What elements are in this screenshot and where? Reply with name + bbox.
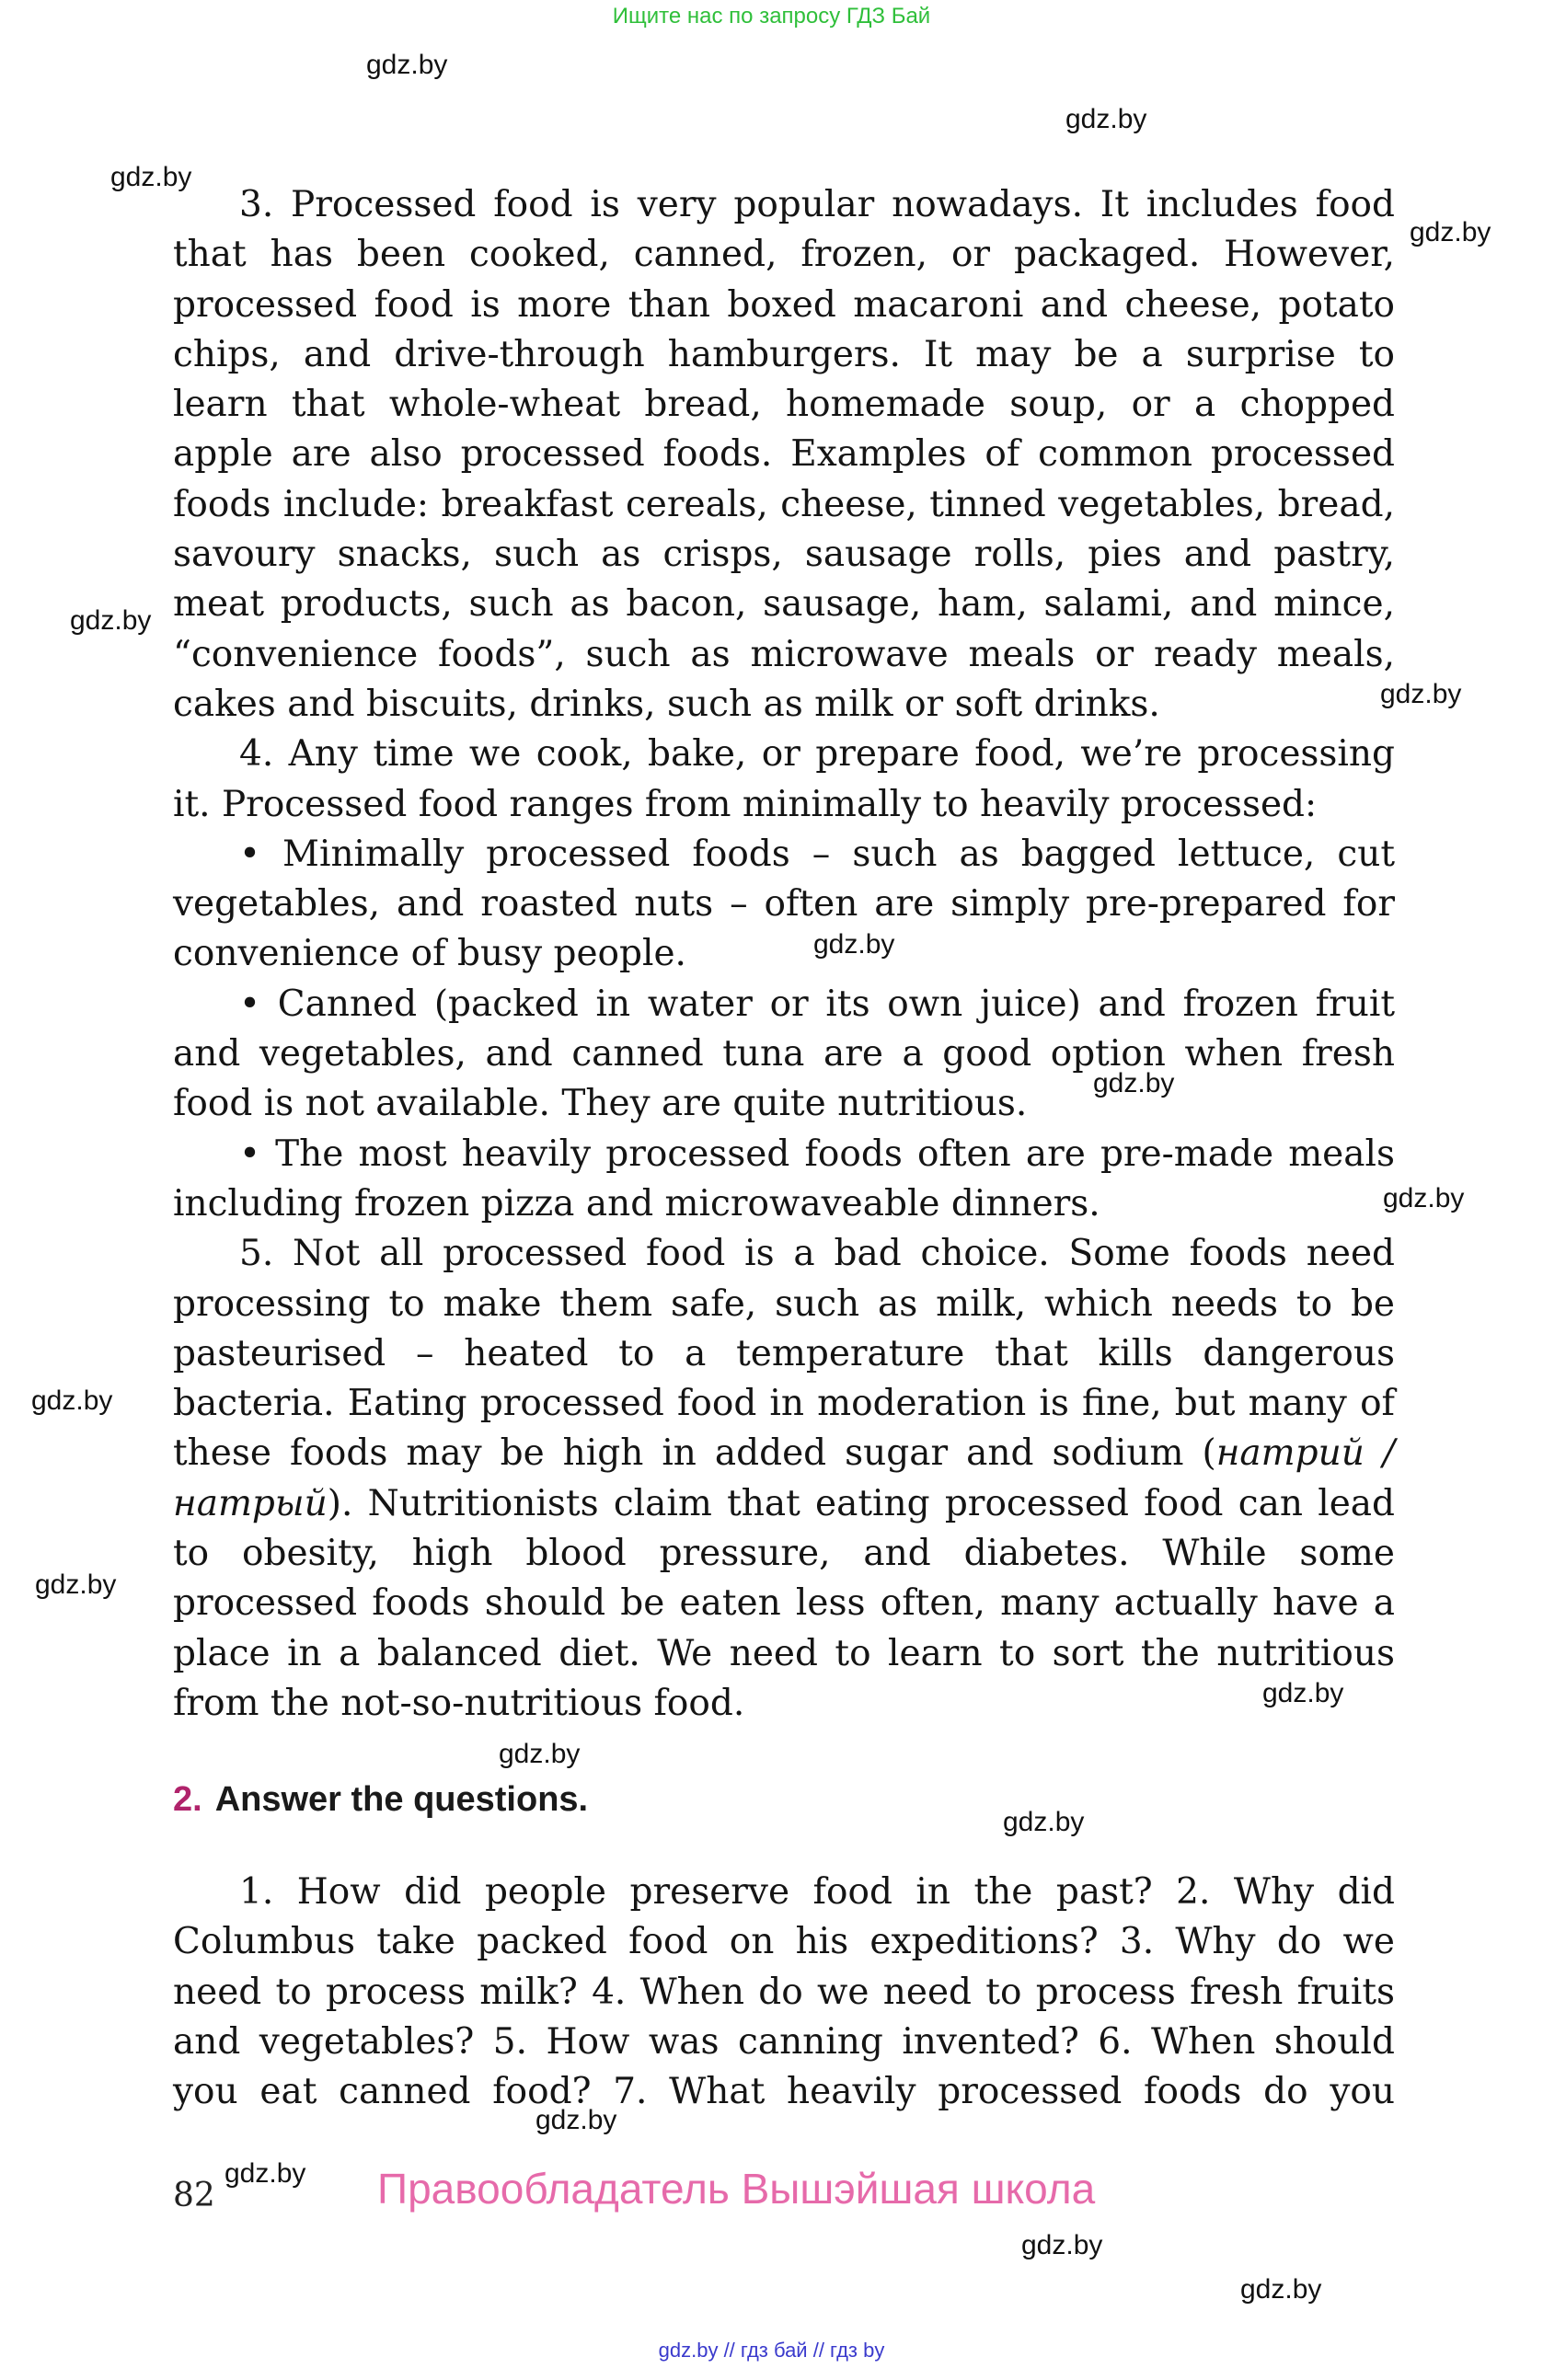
watermark: gdz.by [1240,2274,1322,2305]
watermark: gdz.by [366,50,448,80]
watermark: gdz.by [1093,1068,1175,1098]
bullet-canned: • Canned (packed in water or its own juice) and frozen fruit and vegetables, and canned tuna are a good option when fresh food is not available. They are quite nutritious. [173,983,1395,1125]
paragraph-5-end: ). Nutritionists claim that eating processed food can lead to obesity, high blood pressure, and diabetes. While some processed foods should be eaten less often, many actually have a place in a balanced diet. We need to learn to sort the nutritious from the not-so-nutritious food. [173,1482,1395,1724]
sodium-translation: натрий / натрый [173,1432,1395,1524]
watermark: gdz.by [1003,1807,1085,1837]
paragraph-3: 3. Processed food is very popular nowadays. It includes food that has been cooked, canned, frozen, or packaged. However, processed food is more than boxed macaroni and cheese, potato chips, and drive-through hamburgers. It may be a surprise to learn that whole-wheat bread, homemade soup, or a chopped apple are also processed foods. Examples of common processed foods include: breakfast cereals, cheese, tinned vegetables, bread, savoury snacks, such as crisps, sausage rolls, pies and pastry, meat products, such as bacon, sausage, ham, salami, and mince, “convenience foods”, such as microwave meals or ready meals, cakes and biscuits, drinks, such as milk or soft drinks. [173,184,1395,725]
watermark: gdz.by [1065,104,1147,134]
watermark: gdz.by [31,1385,113,1416]
task-heading [173,1780,588,1820]
task-title: Answer the questions. [214,1780,589,1819]
watermark: gdz.by [1410,217,1491,247]
copyright-holder: Правообладатель Вышэйшая школа [377,2165,1096,2213]
watermark: gdz.by [225,2158,306,2189]
footer-links[interactable]: gdz.by // гдз бай // гдз by [658,2339,885,2362]
task-number: 2. [173,1780,202,1819]
top-note: Ищите нас по запросу ГДЗ Бай [612,4,931,29]
paragraph-4: 4. Any time we cook, bake, or prepare food, we’re processing it. Processed food ranges from minimally to heavily processed: [173,733,1395,825]
watermark: gdz.by [70,605,152,636]
watermark: gdz.by [1380,679,1462,709]
watermark: gdz.by [1021,2230,1103,2260]
paragraph-5-start: 5. Not all processed food is a bad choice. Some foods need processing to make them safe, such as milk, which needs to be pasteurised – heated to a temperature that kills dangerous bacteria. Eating processed food in moderation is fine, but many of these foods may be high in added sugar and sodium ( [173,1233,1395,1475]
watermark: gdz.by [499,1739,581,1769]
watermark: gdz.by [813,929,895,960]
questions-block [173,1868,1395,2117]
paragraph-5 [173,1229,1395,1729]
watermark: gdz.by [110,162,192,192]
watermark: gdz.by [1262,1678,1344,1708]
bullet-minimally-processed: • Minimally processed foods – such as bagged lettuce, cut vegetables, and roasted nuts – often are simply pre-prepared for convenience of busy people. [173,833,1395,975]
page-number: 82 [173,2177,215,2214]
watermark: gdz.by [1383,1183,1465,1213]
watermark: gdz.by [35,1569,117,1600]
questions-text: 1. How did people preserve food in the past? 2. Why did Columbus take packed food on his expeditions? 3. Why do we need to process milk? 4. When do we need to process fresh fruits and vegetables? 5. How was canning invented? 6. When should you eat canned food? 7. What heavily processed foods do you [173,1871,1395,2113]
watermark: gdz.by [535,2105,617,2135]
reading-text [173,180,1395,1729]
bullet-heavily-processed: • The most heavily processed foods often are pre-made meals including frozen pizza and microwaveable dinners. [173,1133,1395,1224]
